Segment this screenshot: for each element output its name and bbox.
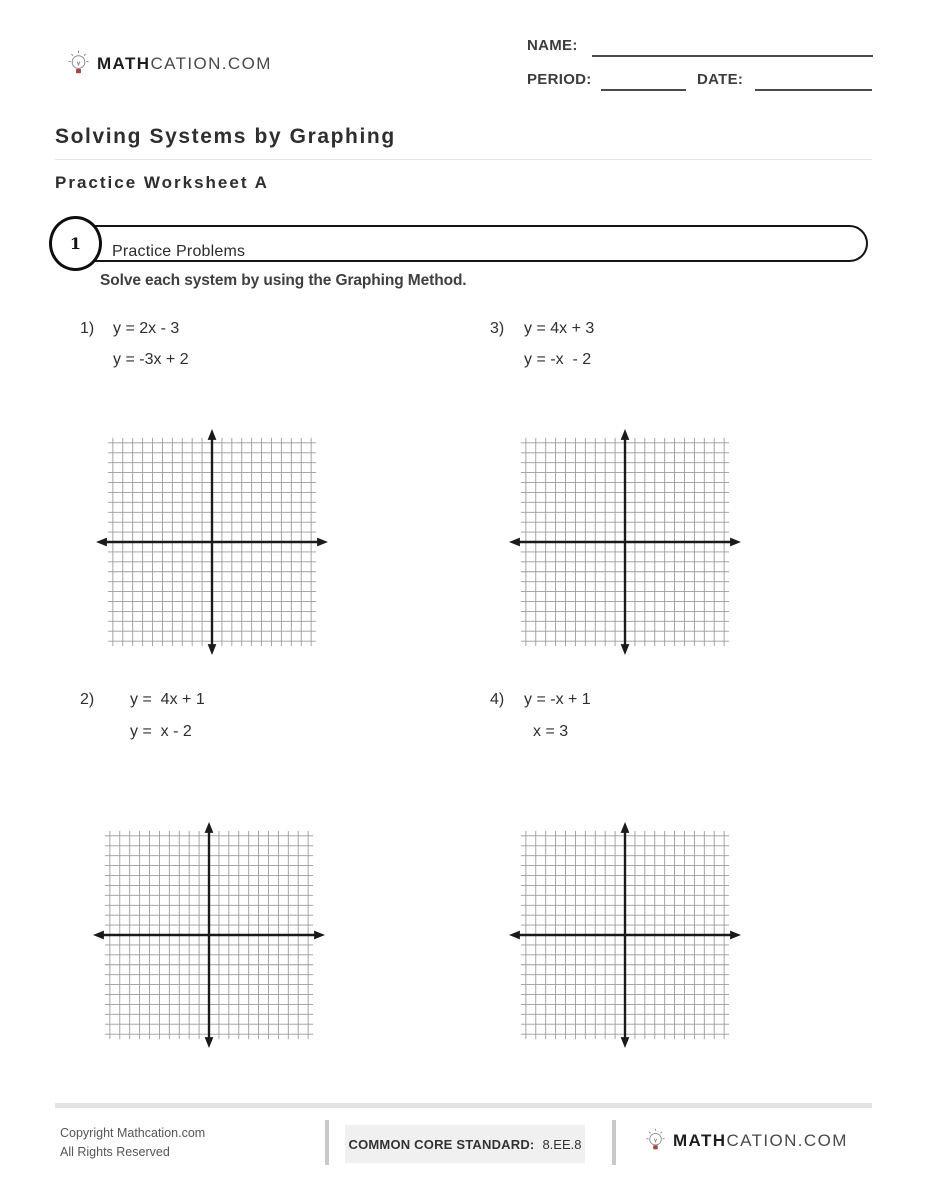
period-label: PERIOD: [527,71,592,88]
name-label: NAME: [527,37,578,54]
section-heading: Practice Problems [112,243,246,260]
problem-2-equation-2: y = x - 2 [130,723,192,740]
section-number-badge [49,216,102,271]
common-core-standard-box [345,1125,585,1163]
date-fill-line[interactable] [755,89,872,91]
coordinate-grid-2 [90,820,328,1050]
problem-2-equation-1: y = 4x + 1 [130,691,205,708]
coordinate-grid-3 [506,427,744,657]
section-instruction: Solve each system by using the Graphing Method. [100,272,467,289]
coordinate-grid-4 [506,820,744,1050]
page-subtitle: Practice Worksheet A [55,173,269,192]
problem-3-equation-1: y = 4x + 3 [524,320,595,337]
coordinate-grid-1 [93,427,331,657]
section-number: 1 [69,234,82,253]
problem-4-equation-1: y = -x + 1 [524,691,591,708]
footer-brand-name: MATHCATION.COM [673,1130,848,1150]
copyright-line-1: Copyright Mathcation.com [60,1126,206,1140]
footer-separator-right [612,1120,616,1165]
footer-divider-bar [55,1103,872,1108]
problem-4-equation-2: x = 3 [533,723,569,740]
standard-label: COMMON CORE STANDARD: [348,1136,535,1152]
lightbulb-icon [645,1128,666,1153]
name-fill-line[interactable] [592,55,873,57]
problem-3-equation-2: y = -x - 2 [524,351,592,368]
period-fill-line[interactable] [601,89,686,91]
footer-brand-logo [645,1128,848,1153]
copyright-text [60,1124,205,1163]
date-label: DATE: [697,71,744,88]
problem-4-number: 4) [490,691,505,708]
brand-name: MATHCATION.COM [97,53,272,73]
lightbulb-icon [67,50,90,77]
standard-value: 8.EE.8 [542,1136,582,1152]
title-divider [55,159,872,160]
copyright-line-2: All Rights Reserved [60,1145,170,1160]
problem-1-equation-1: y = 2x - 3 [113,320,180,337]
brand-logo [67,50,272,77]
problem-1-number: 1) [80,320,95,337]
footer-separator-left [325,1120,329,1165]
problem-2-number: 2) [80,691,95,708]
problem-1-equation-2: y = -3x + 2 [113,351,189,368]
page-title: Solving Systems by Graphing [55,125,396,148]
problem-3-number: 3) [490,320,505,337]
section-banner [62,225,868,262]
